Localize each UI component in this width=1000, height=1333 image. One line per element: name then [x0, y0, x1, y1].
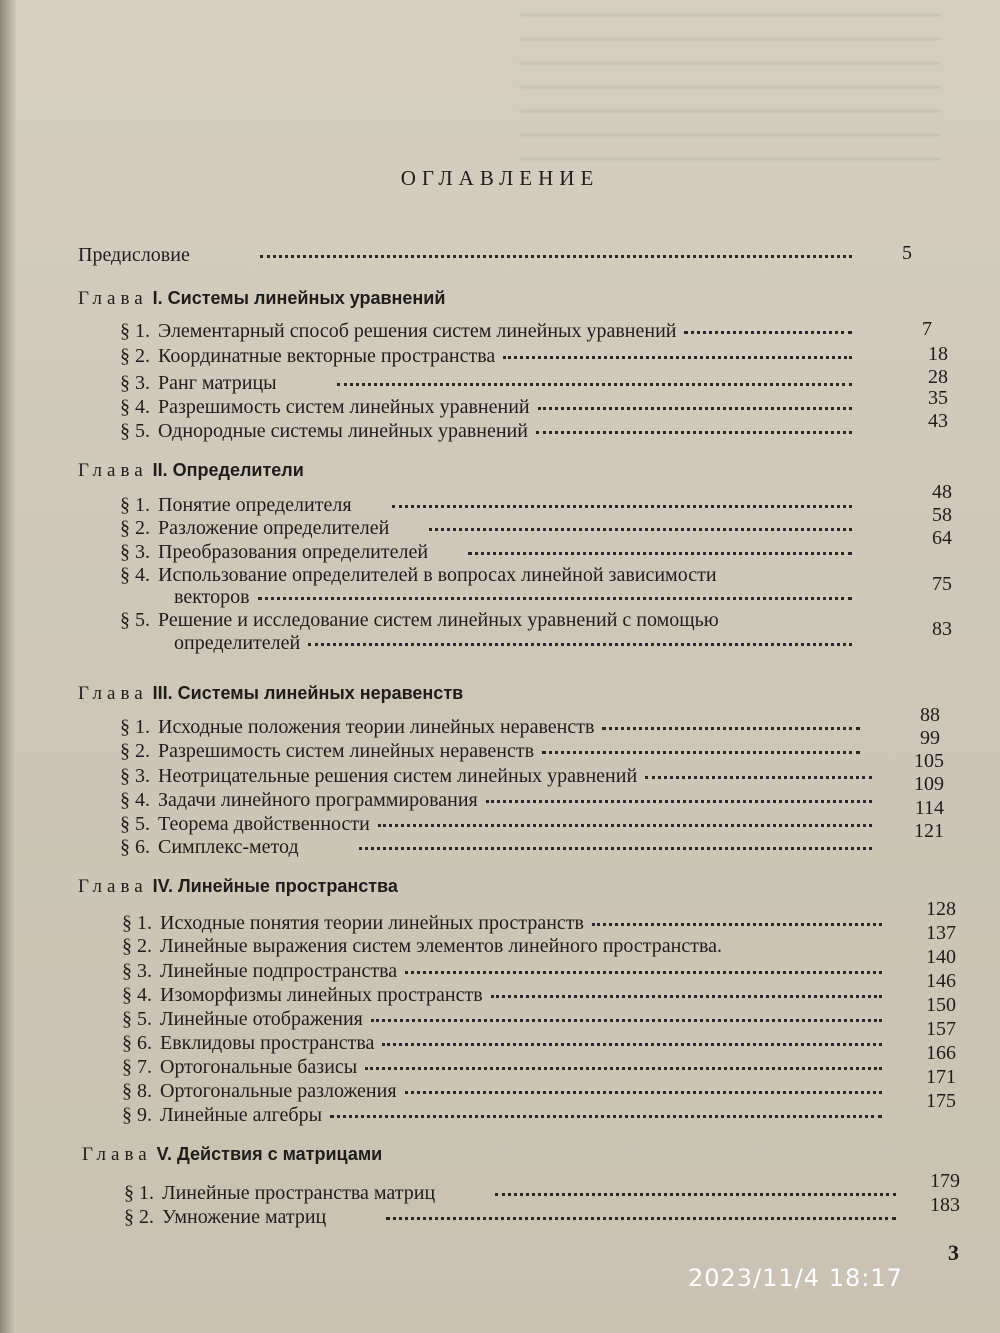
section-number: § 2. — [124, 1206, 154, 1228]
section-number: § 2. — [120, 345, 150, 367]
toc-entry — [120, 541, 860, 564]
section-page: 183 — [930, 1194, 960, 1216]
section-number: § 3. — [120, 541, 150, 563]
chapter-heading — [78, 876, 398, 898]
leader-dots — [684, 331, 852, 334]
section-title: Использование определителей в вопросах линейной зависимости — [158, 564, 717, 586]
chapter-glava: Глава — [78, 876, 148, 897]
section-title: Разложение определителей — [158, 517, 390, 539]
section-title: Линейные выражения систем элементов линейного пространства. — [160, 935, 723, 957]
toc-entry — [122, 912, 890, 935]
section-number: § 8. — [122, 1080, 152, 1102]
section-title: Симплекс-метод — [158, 836, 299, 858]
leader-dots — [542, 751, 860, 754]
toc-entry — [122, 1032, 890, 1055]
section-page: 157 — [926, 1018, 956, 1040]
section-number: § 4. — [120, 396, 150, 418]
leader-dots — [495, 1193, 896, 1196]
leader-dots — [365, 1067, 882, 1070]
section-page: 88 — [920, 704, 940, 726]
page-number: 3 — [948, 1240, 959, 1265]
chapter-glava: Глава — [82, 1144, 152, 1165]
section-page: 64 — [932, 527, 952, 549]
toc-entry — [122, 984, 890, 1007]
section-title: Изоморфизмы линейных пространств — [160, 984, 483, 1006]
section-number: § 1. — [120, 494, 150, 516]
chapter-title: II. Определители — [152, 460, 304, 480]
section-title: Разрешимость систем линейных неравенств — [158, 740, 535, 762]
chapter-glava: Глава — [78, 288, 148, 309]
section-title: Линейные подпространства — [160, 960, 398, 982]
section-number: § 9. — [122, 1104, 152, 1126]
toc-entry — [122, 1104, 890, 1127]
section-number: § 4. — [120, 564, 150, 586]
section-title: Координатные векторные пространства — [158, 345, 496, 367]
section-number: § 1. — [120, 320, 150, 342]
leader-dots — [392, 505, 852, 508]
toc-entry-continuation — [174, 586, 860, 609]
section-title: Преобразования определителей — [158, 541, 429, 563]
section-title: Евклидовы пространства — [160, 1032, 375, 1054]
toc-entry — [122, 1008, 890, 1031]
section-number: § 1. — [122, 912, 152, 934]
section-title: Однородные системы линейных уравнений — [158, 420, 528, 442]
section-page: 109 — [914, 773, 944, 795]
leader-dots — [468, 552, 852, 555]
leader-dots — [382, 1043, 882, 1046]
section-page: 150 — [926, 994, 956, 1016]
section-number: § 5. — [120, 420, 150, 442]
section-page: 18 — [928, 343, 948, 365]
section-number: § 1. — [124, 1182, 154, 1204]
leader-dots — [371, 1019, 882, 1022]
chapter-heading — [78, 460, 304, 482]
section-number: § 7. — [122, 1056, 152, 1078]
toc-entry — [122, 935, 902, 958]
toc-entry — [120, 609, 880, 632]
leader-dots — [645, 776, 872, 779]
chapter-glava: Глава — [78, 460, 148, 481]
toc-entry — [120, 420, 860, 443]
section-number: § 5. — [122, 1008, 152, 1030]
bleed-through-text — [520, 0, 940, 160]
section-number: § 1. — [120, 716, 150, 738]
section-title: Понятие определителя — [158, 494, 352, 516]
section-number: § 2. — [120, 740, 150, 762]
chapter-title: IV. Линейные пространства — [152, 876, 398, 896]
leader-dots — [337, 383, 852, 386]
section-page: 128 — [926, 898, 956, 920]
leader-dots — [308, 643, 852, 646]
leader-dots — [491, 995, 882, 998]
leader-dots — [258, 597, 852, 600]
section-title: Исходные положения теории линейных неравенств — [158, 716, 595, 738]
toc-entry — [120, 564, 880, 587]
leader-dots — [405, 1091, 882, 1094]
section-title: Ортогональные базисы — [160, 1056, 358, 1078]
section-number: § 3. — [122, 960, 152, 982]
toc-entry — [120, 765, 880, 788]
leader-dots — [330, 1115, 882, 1118]
section-number: § 3. — [120, 765, 150, 787]
section-title: Неотрицательные решения систем линейных уравнений — [158, 765, 638, 787]
toc-entry — [120, 345, 860, 368]
leader-dots — [602, 727, 860, 730]
toc-entry — [120, 372, 860, 395]
section-page: 83 — [932, 618, 952, 640]
section-page: 35 — [928, 387, 948, 409]
section-title-continuation: определителей — [174, 632, 301, 654]
toc-entry — [120, 320, 860, 343]
toc-entry — [120, 836, 880, 859]
toc-entry — [120, 813, 880, 836]
section-title: Ранг матрицы — [158, 372, 277, 394]
section-number: § 2. — [120, 517, 150, 539]
toc-entry — [120, 740, 868, 763]
leader-dots — [378, 824, 872, 827]
section-page: 75 — [932, 573, 952, 595]
section-page: 121 — [914, 820, 944, 842]
section-page: 28 — [928, 366, 948, 388]
toc-entry — [122, 960, 890, 983]
section-page: 140 — [926, 946, 956, 968]
chapter-heading — [78, 683, 463, 705]
toc-entry — [122, 1080, 890, 1103]
section-title: Разрешимость систем линейных уравнений — [158, 396, 530, 418]
photo-timestamp: 2023/11/4 18:17 — [688, 1264, 903, 1292]
leader-dots — [592, 923, 882, 926]
section-page: 175 — [926, 1090, 956, 1112]
preface-page: 5 — [902, 242, 912, 264]
section-number: § 4. — [120, 789, 150, 811]
section-page: 146 — [926, 970, 956, 992]
toc-entry — [120, 396, 860, 419]
section-title: Линейные пространства матриц — [162, 1182, 436, 1204]
leader-dots — [486, 800, 872, 803]
toc-entry — [120, 494, 860, 517]
chapter-heading — [78, 288, 445, 310]
section-page: 48 — [932, 481, 952, 503]
section-number: § 6. — [122, 1032, 152, 1054]
section-title: Линейные алгебры — [160, 1104, 323, 1126]
section-title: Исходные понятия теории линейных пространств — [160, 912, 584, 934]
section-number: § 3. — [120, 372, 150, 394]
section-number: § 4. — [122, 984, 152, 1006]
leader-dots — [538, 407, 852, 410]
section-page: 114 — [914, 797, 944, 819]
leader-dots — [536, 431, 852, 434]
toc-entry — [120, 716, 868, 739]
leader-dots — [503, 356, 852, 359]
section-page: 105 — [914, 750, 944, 772]
section-page: 179 — [930, 1170, 960, 1192]
section-page: 7 — [922, 318, 932, 340]
preface-line — [78, 244, 860, 267]
section-page: 137 — [926, 922, 956, 944]
chapter-glava: Глава — [78, 683, 148, 704]
section-title: Линейные отображения — [160, 1008, 363, 1030]
section-number: § 5. — [120, 609, 150, 631]
section-page: 166 — [926, 1042, 956, 1064]
section-number: § 6. — [120, 836, 150, 858]
section-page: 99 — [920, 727, 940, 749]
leader-dots — [359, 847, 872, 850]
section-title: Элементарный способ решения систем линейных уравнений — [158, 320, 677, 342]
section-title: Умножение матриц — [162, 1206, 327, 1228]
chapter-title: V. Действия с матрицами — [156, 1144, 383, 1164]
leader-dots — [260, 255, 852, 258]
leader-dots — [429, 528, 852, 531]
section-title: Ортогональные разложения — [160, 1080, 397, 1102]
book-spine-shadow — [0, 0, 16, 1333]
toc-entry — [124, 1206, 904, 1229]
toc-entry — [120, 517, 860, 540]
section-title: Теорема двойственности — [158, 813, 370, 835]
preface-label: Предисловие — [78, 244, 190, 266]
toc-entry-continuation — [174, 632, 860, 655]
toc-entry — [122, 1056, 890, 1079]
section-number: § 2. — [122, 935, 152, 957]
leader-dots — [405, 971, 882, 974]
section-title: Решение и исследование систем линейных уравнений с помощью — [158, 609, 719, 631]
toc-entry — [120, 789, 880, 812]
section-page: 171 — [926, 1066, 956, 1088]
section-title: Задачи линейного программирования — [158, 789, 478, 811]
toc-title: ОГЛАВЛЕНИЕ — [400, 166, 600, 190]
leader-dots — [386, 1217, 896, 1220]
toc-entry — [124, 1182, 904, 1205]
section-page: 43 — [928, 410, 948, 432]
section-number: § 5. — [120, 813, 150, 835]
chapter-title: III. Системы линейных неравенств — [152, 683, 464, 703]
section-page: 58 — [932, 504, 952, 526]
section-title-continuation: векторов — [174, 586, 250, 608]
chapter-heading — [82, 1144, 382, 1166]
chapter-title: I. Системы линейных уравнений — [152, 288, 446, 308]
